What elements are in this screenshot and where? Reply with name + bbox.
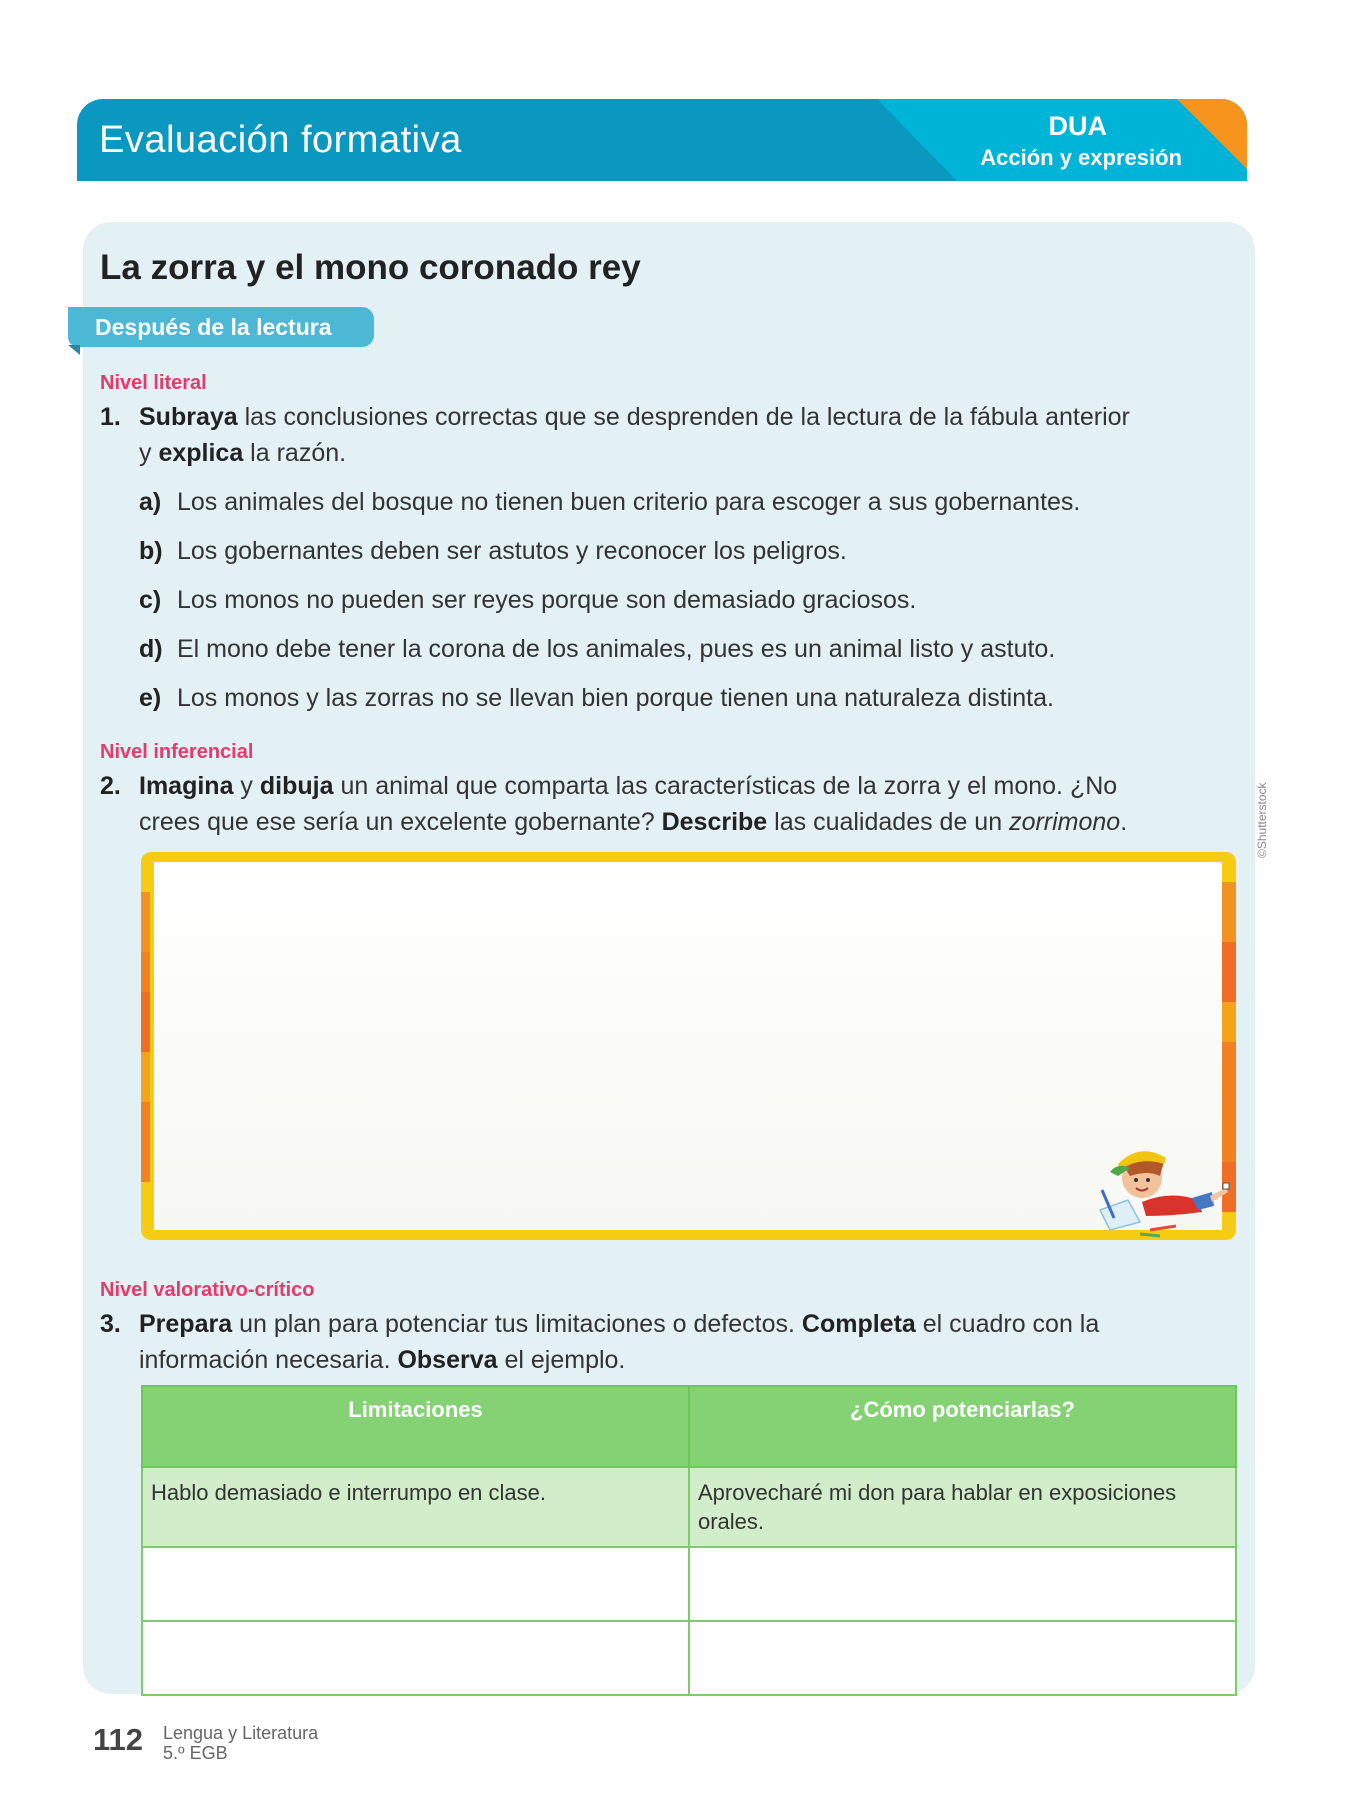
question-1-number: 1.: [100, 403, 121, 431]
level-valorativo-critico: Nivel valorativo-crítico: [100, 1279, 315, 1301]
dua-sublabel: Acción y expresión: [980, 145, 1182, 170]
level-literal: Nivel literal: [100, 372, 207, 394]
q2-line2-text: las cualidades de un: [767, 808, 1010, 836]
drawing-area[interactable]: [154, 862, 1222, 1230]
q3-line1-end: el cuadro con la: [915, 1310, 1100, 1338]
crayon: [1150, 1226, 1176, 1230]
question-2-number: 2.: [100, 772, 121, 800]
question-3-line-1: [139, 1310, 1099, 1339]
frame-strip: [1222, 942, 1236, 1002]
sock: [1223, 1183, 1229, 1189]
page-title: Evaluación formativa: [99, 119, 462, 161]
option-e-letter: e): [139, 684, 162, 712]
question-2-line-1: [139, 772, 1117, 801]
q3-line2-text: el ejemplo.: [497, 1346, 626, 1374]
option-c-letter: c): [139, 586, 162, 614]
q2-verb-describe: Describe: [661, 808, 768, 836]
frame-strip: [141, 1052, 150, 1102]
q3-verb-completa: Completa: [801, 1310, 916, 1338]
q1-verb-explica: explica: [158, 439, 244, 467]
q1-line2-lead: y: [139, 439, 159, 467]
answer-cell-improvement[interactable]: [689, 1547, 1236, 1621]
dua-badge: [877, 99, 1247, 181]
frame-strip: [1222, 882, 1236, 942]
example-improvement: Aprovecharé mi don para hablar en exposiciones orales.: [689, 1467, 1236, 1547]
q2-line2-end: .: [1120, 808, 1128, 836]
example-limitation: Hablo demasiado e interrumpo en clase.: [142, 1467, 689, 1547]
frame-strip: [141, 892, 150, 952]
answer-cell-improvement[interactable]: [689, 1621, 1236, 1695]
question-2-line-2: [139, 808, 1127, 837]
section-tab-label: Después de la lectura: [95, 314, 332, 340]
header-como-potenciarlas: ¿Cómo potenciarlas?: [689, 1386, 1236, 1467]
frame-strip: [141, 952, 150, 992]
option-d-text[interactable]: El mono debe tener la corona de los animales, pues es un animal listo y astuto.: [177, 635, 1056, 663]
child-eye: [1146, 1178, 1150, 1182]
question-1-line-1: [139, 403, 1130, 432]
q2-line2-lead: crees que ese sería un excelente gobernante?: [139, 808, 662, 836]
table-row: [142, 1621, 1236, 1695]
q1-line1-text: las conclusiones correctas que se desprenden de la lectura de la fábula anterior: [237, 403, 1130, 431]
header-limitaciones: Limitaciones: [142, 1386, 689, 1467]
story-title: La zorra y el mono coronado rey: [100, 248, 641, 287]
option-a-letter: a): [139, 488, 162, 516]
table-row: [142, 1547, 1236, 1621]
q2-term-zorrimono: zorrimono: [1009, 808, 1121, 836]
frame-strip: [141, 992, 150, 1052]
frame-strip: [1222, 1002, 1236, 1042]
q3-verb-observa: Observa: [397, 1346, 498, 1374]
question-1-line-2: [139, 439, 346, 468]
table-header-row: [142, 1386, 1236, 1467]
header-banner: [77, 99, 1247, 181]
footer-grade: 5.º EGB: [163, 1743, 228, 1763]
child-eye: [1134, 1178, 1138, 1182]
image-credit: ©Shutterstock: [1255, 782, 1269, 858]
q3-line2-lead: información necesaria.: [139, 1346, 398, 1374]
q1-line2-text: la razón.: [243, 439, 347, 467]
table-row-example: [142, 1467, 1236, 1547]
q2-line1-text: un animal que comparta las características de la zorra y el mono. ¿No: [333, 772, 1118, 800]
q1-verb-subraya: Subraya: [139, 403, 238, 431]
option-b-letter: b): [139, 537, 163, 565]
level-inferencial: Nivel inferencial: [100, 741, 254, 763]
option-b-text[interactable]: Los gobernantes deben ser astutos y reconocer los peligros.: [177, 537, 847, 565]
option-e-text[interactable]: Los monos y las zorras no se llevan bien porque tienen una naturaleza distinta.: [177, 684, 1054, 712]
child-drawing-illustration: [1080, 1130, 1230, 1240]
crayon: [1140, 1234, 1160, 1236]
answer-cell-limitation[interactable]: [142, 1547, 689, 1621]
question-3-number: 3.: [100, 1310, 121, 1338]
q2-line1-and: y: [233, 772, 260, 800]
limitations-table: [141, 1385, 1237, 1696]
q3-verb-prepara: Prepara: [139, 1310, 233, 1338]
frame-strip: [141, 1102, 150, 1182]
question-3-line-2: [139, 1346, 625, 1375]
q3-line1-text: un plan para potenciar tus limitaciones o defectos.: [232, 1310, 802, 1338]
paper-sheet: [1100, 1200, 1140, 1230]
section-tab-fold: [68, 345, 80, 355]
footer-subject: Lengua y Literatura: [163, 1723, 319, 1743]
footer-info: [163, 1723, 318, 1763]
option-a-text[interactable]: Los animales del bosque no tienen buen criterio para escoger a sus gobernantes.: [177, 488, 1081, 516]
q2-verb-dibuja: dibuja: [259, 772, 334, 800]
option-c-text[interactable]: Los monos no pueden ser reyes porque son demasiado graciosos.: [177, 586, 917, 614]
option-d-letter: d): [139, 635, 163, 663]
leg: [1210, 1188, 1228, 1202]
answer-cell-limitation[interactable]: [142, 1621, 689, 1695]
dua-label: DUA: [1048, 111, 1107, 141]
page-number: 112: [93, 1722, 144, 1757]
q2-verb-imagina: Imagina: [139, 772, 234, 800]
